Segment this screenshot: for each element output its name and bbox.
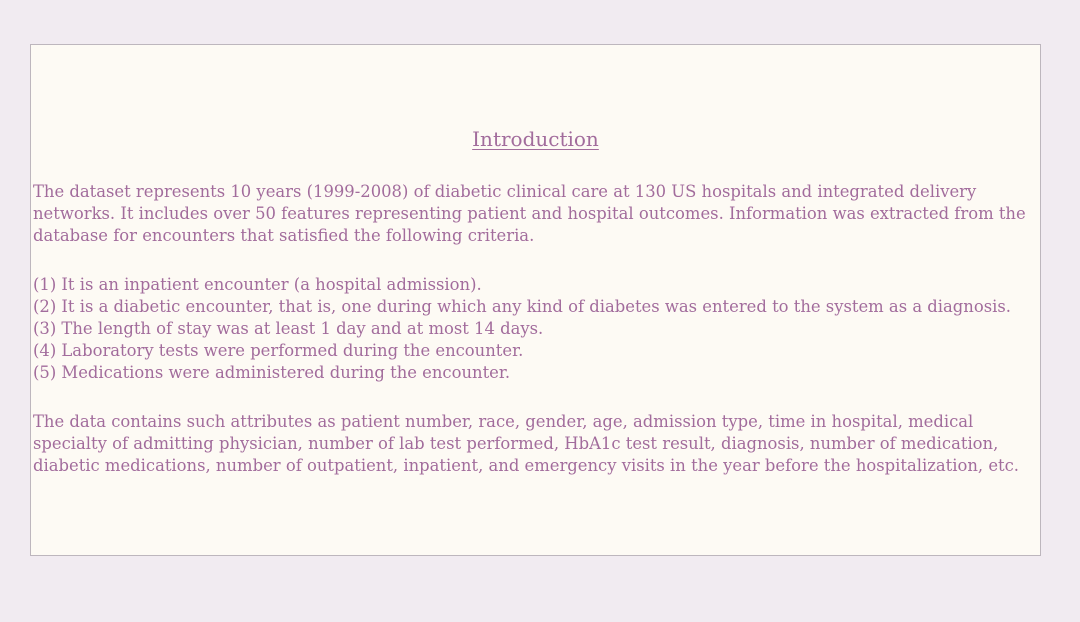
criteria-list	[33, 274, 1039, 383]
document-body	[33, 181, 1039, 477]
criteria-item-3: (3) The length of stay was at least 1 day and at most 14 days.	[33, 318, 544, 338]
criteria-item-2: (2) It is a diabetic encounter, that is, one during which any kind of diabetes was entered to the system as a diagnosis.	[33, 297, 1011, 317]
criteria-item-5: (5) Medications were administered during the encounter.	[33, 362, 511, 382]
paragraph-spacer	[33, 383, 1039, 411]
criteria-item-1: (1) It is an inpatient encounter (a hospital admission).	[33, 275, 482, 295]
intro-paragraph: The dataset represents 10 years (1999-2008) of diabetic clinical care at 130 US hospitals and integrated delivery networks. It includes over 50 features representing patient and hospital outcomes. Information was extracted from the database for encounters that satisfied the following criteria.	[33, 182, 1026, 245]
document-title: Introduction	[472, 127, 599, 151]
criteria-item-4: (4) Laboratory tests were performed during the encounter.	[33, 340, 524, 360]
attributes-paragraph: The data contains such attributes as patient number, race, gender, age, admission type, time in hospital, medical specialty of admitting physician, number of lab test performed, HbA1c test result, diagnosis, number of medication, diabetic medications, number of outpatient, inpatient, and emergency visits in the year before the hospitalization, etc.	[33, 412, 1019, 475]
document-panel	[30, 44, 1041, 556]
paragraph-spacer	[33, 246, 1039, 274]
